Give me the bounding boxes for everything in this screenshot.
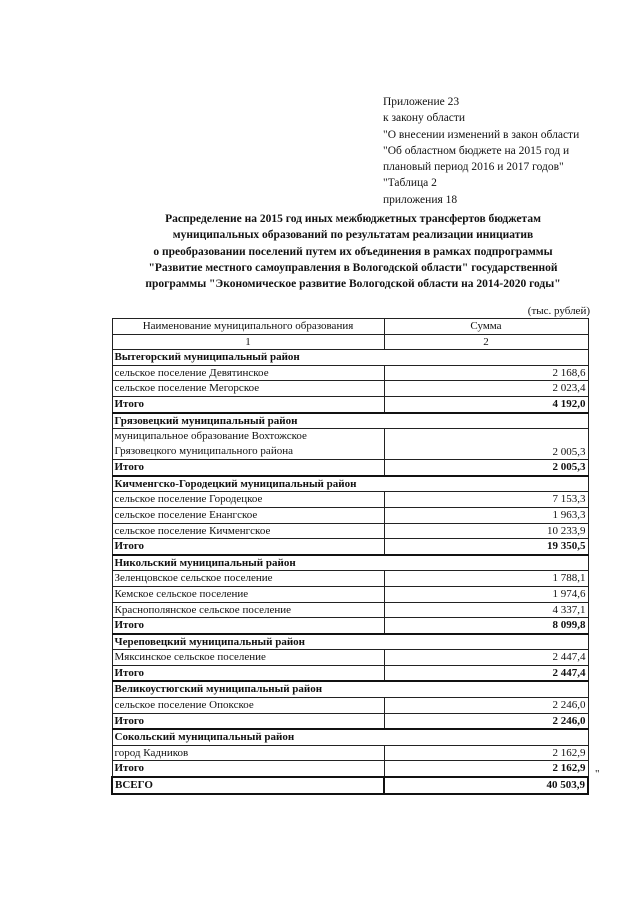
subtotal-label: Итого bbox=[112, 713, 384, 729]
table-row bbox=[112, 745, 588, 761]
district-row bbox=[112, 350, 588, 366]
district-row bbox=[112, 729, 588, 745]
title-line: о преобразовании поселений путем их объединения в рамках подпрограммы bbox=[153, 245, 553, 258]
subtotal-row bbox=[112, 396, 588, 412]
district-name: Вытегорский муниципальный район bbox=[112, 350, 588, 366]
district-row bbox=[112, 634, 588, 650]
header-line: "Таблица 2 bbox=[383, 177, 437, 190]
table-row bbox=[112, 602, 588, 618]
grand-total-amount: 40 503,9 bbox=[384, 777, 588, 794]
table-row bbox=[112, 523, 588, 539]
subtotal-label: Итого bbox=[112, 618, 384, 634]
grand-total-row bbox=[112, 777, 588, 794]
amount: 2 447,4 bbox=[384, 650, 588, 666]
subtotal-row bbox=[112, 539, 588, 555]
document-title bbox=[110, 211, 596, 292]
subtotal-label: Итого bbox=[112, 761, 384, 777]
amount: 2 023,4 bbox=[384, 381, 588, 397]
subtotal-label: Итого bbox=[112, 460, 384, 476]
amount: 2 246,0 bbox=[384, 698, 588, 714]
header-block bbox=[383, 94, 623, 208]
amount: 4 337,1 bbox=[384, 602, 588, 618]
subtotal-amount: 19 350,5 bbox=[384, 539, 588, 555]
district-row bbox=[112, 555, 588, 571]
table-row bbox=[112, 492, 588, 508]
amount: 7 153,3 bbox=[384, 492, 588, 508]
grand-total-label: ВСЕГО bbox=[112, 777, 384, 794]
table-row bbox=[112, 586, 588, 602]
district-name: Никольский муниципальный район bbox=[112, 555, 588, 571]
col-number-2: 2 bbox=[384, 334, 588, 350]
municipality-name: сельское поселение Мегорское bbox=[112, 381, 384, 397]
municipality-name: Кемское сельское поселение bbox=[112, 586, 384, 602]
transfers-table bbox=[111, 318, 589, 795]
municipality-name: сельское поселение Опокское bbox=[112, 698, 384, 714]
district-row bbox=[112, 413, 588, 429]
amount: 2 005,3 bbox=[384, 429, 588, 460]
municipality-name: сельское поселение Городецкое bbox=[112, 492, 384, 508]
header-line: плановый период 2016 и 2017 годов" bbox=[383, 161, 564, 174]
district-name: Грязовецкий муниципальный район bbox=[112, 413, 588, 429]
col-number-1: 1 bbox=[112, 334, 384, 350]
municipality-name: сельское поселение Девятинское bbox=[112, 365, 384, 381]
subtotal-amount: 2 447,4 bbox=[384, 665, 588, 681]
table-row bbox=[112, 365, 588, 381]
municipality-name: город Кадников bbox=[112, 745, 384, 761]
municipality-name: сельское поселение Кичменгское bbox=[112, 523, 384, 539]
header-sum: Сумма bbox=[384, 319, 588, 335]
header-line: приложения 18 bbox=[383, 193, 458, 206]
amount: 2 168,6 bbox=[384, 365, 588, 381]
header-line: к закону области bbox=[383, 112, 466, 125]
title-line: "Развитие местного самоуправления в Вологодской области" государственной bbox=[148, 261, 558, 274]
subtotal-label: Итого bbox=[112, 396, 384, 412]
subtotal-row bbox=[112, 761, 588, 777]
closing-quote: " bbox=[595, 768, 600, 780]
subtotal-amount: 4 192,0 bbox=[384, 396, 588, 412]
table-row bbox=[112, 698, 588, 714]
amount: 1 974,6 bbox=[384, 586, 588, 602]
units-label: (тыс. рублей) bbox=[527, 305, 590, 317]
municipality-name: Мяксинское сельское поселение bbox=[112, 650, 384, 666]
column-numbers-row bbox=[112, 334, 588, 350]
district-name: Великоустюгский муниципальный район bbox=[112, 681, 588, 697]
municipality-name: Зеленцовское сельское поселение bbox=[112, 571, 384, 587]
district-name: Череповецкий муниципальный район bbox=[112, 634, 588, 650]
municipality-name-line: муниципальное образование Вохтожское bbox=[114, 430, 307, 443]
subtotal-row bbox=[112, 713, 588, 729]
district-row bbox=[112, 681, 588, 697]
district-row bbox=[112, 476, 588, 492]
table-row bbox=[112, 571, 588, 587]
municipality-name: сельское поселение Енангское bbox=[112, 507, 384, 523]
subtotal-label: Итого bbox=[112, 665, 384, 681]
subtotal-label: Итого bbox=[112, 539, 384, 555]
header-name: Наименование муниципального образования bbox=[112, 319, 384, 335]
header-line: "Об областном бюджете на 2015 год и bbox=[383, 144, 570, 157]
subtotal-row bbox=[112, 665, 588, 681]
subtotal-amount: 2 246,0 bbox=[384, 713, 588, 729]
subtotal-amount: 2 005,3 bbox=[384, 460, 588, 476]
title-line: муниципальных образований по результатам реализации инициатив bbox=[172, 229, 534, 242]
subtotal-amount: 8 099,8 bbox=[384, 618, 588, 634]
header-line: "О внесении изменений в закон области bbox=[383, 128, 580, 141]
district-name: Кичменгско-Городецкий муниципальный район bbox=[112, 476, 588, 492]
municipality-name: Краснополянское сельское поселение bbox=[112, 602, 384, 618]
header-line: Приложение 23 bbox=[383, 96, 460, 108]
municipality-name bbox=[112, 429, 384, 460]
municipality-name-line: Грязовецкого муниципального района bbox=[114, 445, 293, 458]
table-row bbox=[112, 381, 588, 397]
amount: 2 162,9 bbox=[384, 745, 588, 761]
subtotal-amount: 2 162,9 bbox=[384, 761, 588, 777]
amount: 1 963,3 bbox=[384, 507, 588, 523]
table-row bbox=[112, 650, 588, 666]
title-line: программы "Экономическое развитие Вологодской области на 2014-2020 годы" bbox=[145, 278, 561, 291]
table-row bbox=[112, 429, 588, 460]
table-row bbox=[112, 507, 588, 523]
table-header-row bbox=[112, 319, 588, 335]
amount: 10 233,9 bbox=[384, 523, 588, 539]
district-name: Сокольский муниципальный район bbox=[112, 729, 588, 745]
subtotal-row bbox=[112, 618, 588, 634]
subtotal-row bbox=[112, 460, 588, 476]
amount: 1 788,1 bbox=[384, 571, 588, 587]
title-line: Распределение на 2015 год иных межбюджетных трансфертов бюджетам bbox=[165, 213, 541, 225]
